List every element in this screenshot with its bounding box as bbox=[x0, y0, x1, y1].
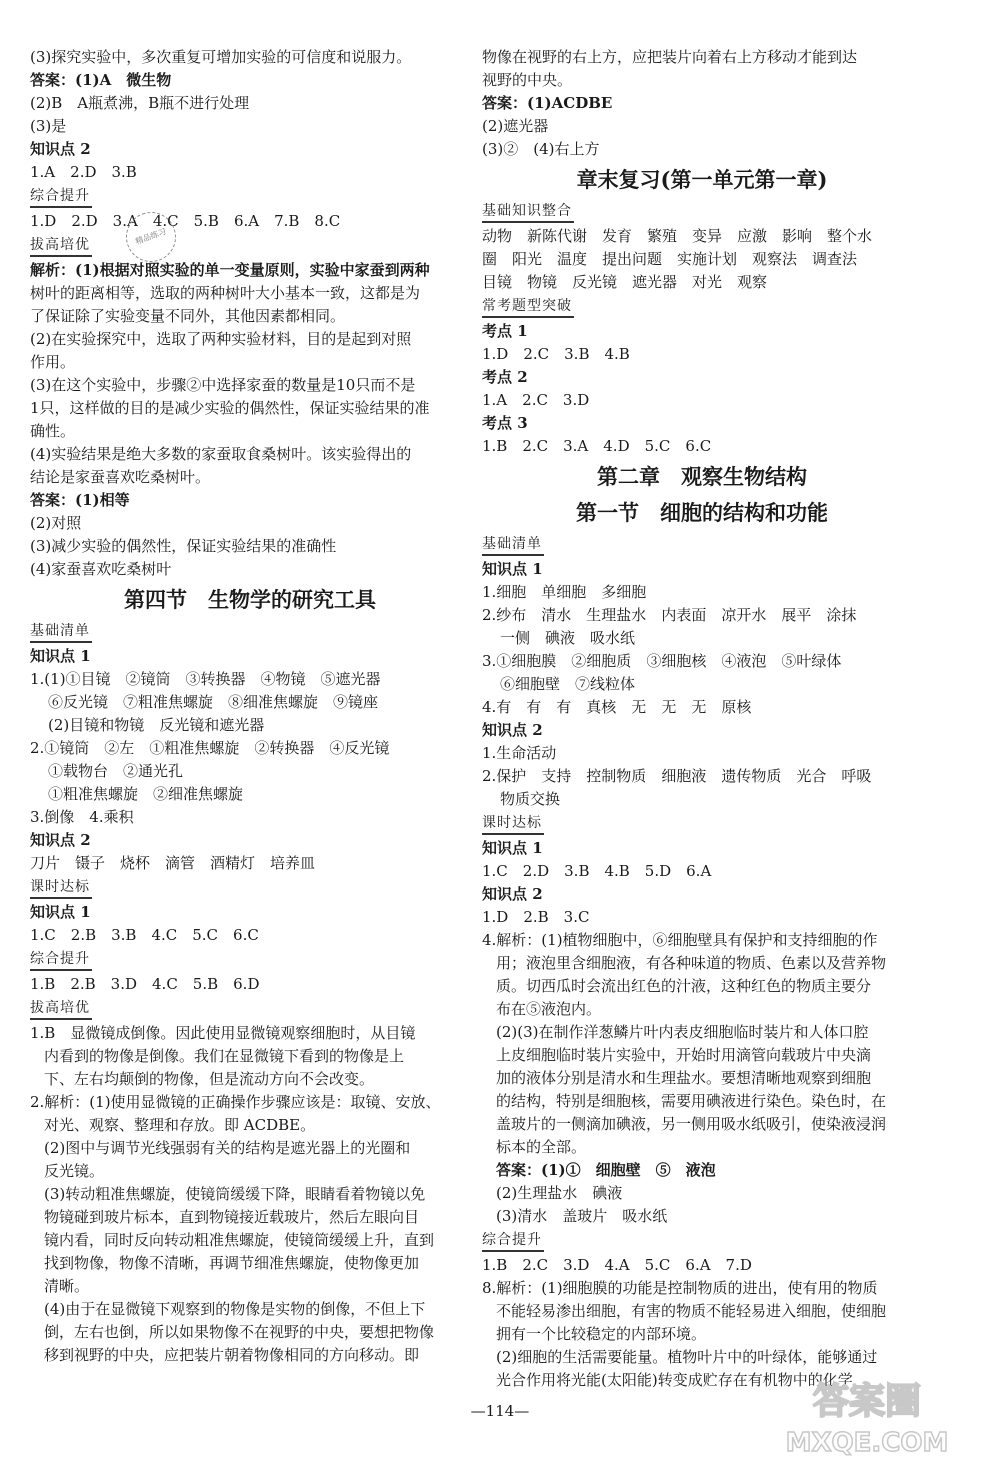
right-text-line: 目镜 物镜 反光镜 遮光器 对光 观察 bbox=[482, 273, 768, 291]
left-text-line: 1.D 2.D 3.A 4.C 5.B 6.A 7.B 8.C bbox=[30, 212, 341, 230]
right-text-line: 4.有 有 有 真核 无 无 无 原核 bbox=[482, 698, 752, 716]
left-text-line: (2)图中与调节光线强弱有关的结构是遮光器上的光圈和 bbox=[44, 1139, 411, 1157]
right-text-line: 物像在视野的右上方，应把装片向着右上方移动才能到达 bbox=[482, 48, 858, 66]
right-text-line: 1.B 2.C 3.A 4.D 5.C 6.C bbox=[482, 437, 712, 455]
right-text-line: ⑥细胞壁 ⑦线粒体 bbox=[500, 675, 636, 693]
right-text-line: 质。切西瓜时会流出红色的汁液，这种红色的物质主要分 bbox=[496, 977, 872, 995]
right-text-line: 2.纱布 清水 生理盐水 内表面 凉开水 展平 涂抹 bbox=[482, 606, 857, 624]
left-text-line: 1.B 2.B 3.D 4.C 5.B 6.D bbox=[30, 975, 260, 993]
right-text-line: 知识点 1 bbox=[482, 839, 543, 857]
right-text-line: (3)② (4)右上方 bbox=[482, 140, 600, 158]
section-header-label: 综合提升 bbox=[482, 1231, 544, 1252]
right-text-line: 圈 阳光 温度 提出问题 实施计划 观察法 调查法 bbox=[482, 250, 858, 268]
left-text-line: 1只，这样做的目的是减少实验的偶然性，保证实验结果的准 bbox=[30, 399, 430, 417]
left-text-line: 确性。 bbox=[30, 422, 76, 440]
right-text-line: 视野的中央。 bbox=[482, 71, 573, 89]
left-text-line: (3)减少实验的偶然性，保证实验结果的准确性 bbox=[30, 537, 337, 555]
left-text-line: 结论是家蚕喜欢吃桑树叶。 bbox=[30, 468, 211, 486]
left-text-line: (3)在这个实验中，步骤②中选择家蚕的数量是10只而不是 bbox=[30, 376, 416, 394]
watermark-url-text: MXQE.COM bbox=[785, 1428, 949, 1458]
right-text-line: 1.B 2.C 3.D 4.A 5.C 6.A 7.D bbox=[482, 1256, 752, 1274]
section-title: 第四节 生物学的研究工具 bbox=[124, 587, 376, 612]
section-title: 章末复习(第一单元第一章) bbox=[576, 167, 828, 192]
right-text-line: 上皮细胞临时装片实验中，开始时用滴管向载玻片中央滴 bbox=[496, 1046, 872, 1064]
section-header-label: 常考题型突破 bbox=[482, 297, 574, 318]
right-text-line: 1.D 2.B 3.C bbox=[482, 908, 590, 926]
left-text-line: 知识点 2 bbox=[30, 831, 91, 849]
right-text-line: 1.细胞 单细胞 多细胞 bbox=[482, 583, 647, 601]
left-text-line: 镜内看，同时反向转动粗准焦螺旋，使镜筒缓缓上升，直到 bbox=[44, 1231, 435, 1249]
right-text-line: 1.D 2.C 3.B 4.B bbox=[482, 345, 630, 363]
left-text-line: 1.C 2.B 3.B 4.C 5.C 6.C bbox=[30, 926, 259, 944]
left-text-line: 下、左右均颠倒的物像，但是流动方向不会改变。 bbox=[44, 1070, 375, 1088]
left-text-line: 1.B 显微镜成倒像。因此使用显微镜观察细胞时，从目镜 bbox=[30, 1024, 416, 1042]
left-text-line: ⑥反光镜 ⑦粗准焦螺旋 ⑧细准焦螺旋 ⑨镜座 bbox=[48, 693, 379, 711]
right-text-line: 3.①细胞膜 ②细胞质 ③细胞核 ④液泡 ⑤叶绿体 bbox=[482, 652, 842, 670]
page-number: —114— bbox=[470, 1402, 530, 1420]
left-text-line: 刀片 镊子 烧杯 滴管 酒精灯 培养皿 bbox=[30, 854, 316, 872]
left-text-line: ①粗准焦螺旋 ②细准焦螺旋 bbox=[48, 785, 244, 803]
left-text-line: 反光镜。 bbox=[44, 1162, 105, 1180]
right-text-line: 答案：(1)ACDBE bbox=[482, 94, 613, 112]
left-text-line: 作用。 bbox=[30, 353, 76, 371]
left-text-line: 答案：(1)相等 bbox=[30, 491, 130, 509]
right-text-line: 的结构，特别是细胞核，需要用碘液进行染色。染色时，在 bbox=[496, 1092, 887, 1110]
left-text-line: 1.A 2.D 3.B bbox=[30, 163, 137, 181]
right-text-line: 盖玻片的一侧滴加碘液，另一侧用吸水纸吸引，使染液浸润 bbox=[496, 1115, 887, 1133]
right-text-line: 答案：(1)① 细胞壁 ⑤ 液泡 bbox=[496, 1161, 716, 1179]
right-text-line: (2)(3)在制作洋葱鳞片叶内表皮细胞临时装片和人体口腔 bbox=[496, 1023, 869, 1041]
left-text-line: 答案：(1)A 微生物 bbox=[30, 71, 172, 89]
section-header-label: 基础知识整合 bbox=[482, 202, 574, 223]
right-text-line: 动物 新陈代谢 发育 繁殖 变异 应激 影响 整个水 bbox=[482, 227, 873, 245]
right-text-line: 知识点 2 bbox=[482, 721, 543, 739]
left-text-line: 解析：(1)根据对照实验的单一变量原则，实验中家蚕到两种 bbox=[30, 261, 430, 279]
left-text-line: 了保证除了实验变量不同外，其他因素都相同。 bbox=[30, 307, 346, 325]
right-text-line: 物质交换 bbox=[500, 790, 561, 808]
section-title: 第二章 观察生物结构 bbox=[597, 464, 807, 489]
left-text-line: (2)在实验探究中，选取了两种实验材料，目的是起到对照 bbox=[30, 330, 412, 348]
section-title: 第一节 细胞的结构和功能 bbox=[576, 500, 828, 525]
section-header-label: 综合提升 bbox=[30, 187, 92, 208]
left-text-line: 物镜碰到玻片标本，直到物镜接近载玻片，然后左眼向目 bbox=[44, 1208, 420, 1226]
right-text-line: (3)清水 盖玻片 吸水纸 bbox=[496, 1207, 668, 1225]
watermark-logo-text: 答案圈 bbox=[812, 1381, 922, 1422]
stamp-mark: 精品练习 bbox=[119, 205, 183, 269]
left-text-line: 知识点 2 bbox=[30, 140, 91, 158]
left-text-line: (3)探究实验中，多次重复可增加实验的可信度和说服力。 bbox=[30, 48, 412, 66]
section-header-label: 综合提升 bbox=[30, 950, 92, 971]
left-text-line: (3)是 bbox=[30, 117, 67, 135]
left-text-line: 知识点 1 bbox=[30, 647, 91, 665]
left-column bbox=[30, 46, 470, 1367]
right-text-line: (2)生理盐水 碘液 bbox=[496, 1184, 623, 1202]
right-text-line: 知识点 1 bbox=[482, 560, 543, 578]
right-text-line: 考点 1 bbox=[482, 322, 528, 340]
left-text-line: 找到物像，物像不清晰，再调节细准焦螺旋，使物像更加 bbox=[44, 1254, 420, 1272]
right-column bbox=[482, 46, 922, 1392]
section-header-label: 基础清单 bbox=[30, 622, 92, 643]
left-text-line: 内看到的物像是倒像。我们在显微镜下看到的物像是上 bbox=[44, 1047, 405, 1065]
left-text-line: (3)转动粗准焦螺旋，使镜筒缓缓下降，眼睛看着物镜以免 bbox=[44, 1185, 426, 1203]
right-text-line: 用；液泡里含细胞液，有各种味道的物质、色素以及营养物 bbox=[496, 954, 887, 972]
left-text-line: 清晰。 bbox=[44, 1277, 90, 1295]
right-text-line: 8.解析：(1)细胞膜的功能是控制物质的进出，使有用的物质 bbox=[482, 1279, 878, 1297]
left-text-line: 1.(1)①目镜 ②镜筒 ③转换器 ④物镜 ⑤遮光器 bbox=[30, 670, 381, 688]
watermark-logo bbox=[762, 1369, 972, 1459]
left-text-line: 树叶的距离相等，选取的两种树叶大小基本一致，这都是为 bbox=[30, 284, 421, 302]
section-header-label: 课时达标 bbox=[30, 878, 92, 899]
right-text-line: 1.C 2.D 3.B 4.B 5.D 6.A bbox=[482, 862, 712, 880]
section-header-label: 拔高培优 bbox=[30, 999, 92, 1020]
section-header-label: 基础清单 bbox=[482, 535, 544, 556]
right-text-line: 拥有一个比较稳定的内部环境。 bbox=[496, 1325, 707, 1343]
right-text-line: 2.保护 支持 控制物质 细胞液 遗传物质 光合 呼吸 bbox=[482, 767, 872, 785]
right-text-line: 标本的全部。 bbox=[496, 1138, 587, 1156]
right-text-line: (2)细胞的生活需要能量。植物叶片中的叶绿体，能够通过 bbox=[496, 1348, 878, 1366]
right-text-line: 考点 3 bbox=[482, 414, 528, 432]
left-text-line: 倒，左右也倒，所以如果物像不在视野的中央，要想把物像 bbox=[44, 1323, 435, 1341]
section-header-label: 拔高培优 bbox=[30, 236, 92, 257]
left-text-line: (2)B A瓶煮沸，B瓶不进行处理 bbox=[30, 94, 250, 112]
left-text-line: 2.①镜筒 ②左 ①粗准焦螺旋 ②转换器 ④反光镜 bbox=[30, 739, 390, 757]
right-text-line: 1.生命活动 bbox=[482, 744, 557, 762]
left-text-line: 知识点 1 bbox=[30, 903, 91, 921]
left-text-line: ①载物台 ②通光孔 bbox=[48, 762, 184, 780]
section-header-label: 课时达标 bbox=[482, 814, 544, 835]
left-text-line: (2)目镜和物镜 反光镜和遮光器 bbox=[48, 716, 265, 734]
right-text-line: 光合作用将光能(太阳能)转变成贮存在有机物中的化学 bbox=[496, 1371, 853, 1389]
left-text-line: 移到视野的中央，应把装片朝着物像相同的方向移动。即 bbox=[44, 1346, 420, 1364]
left-text-line: (4)由于在显微镜下观察到的物像是实物的倒像，不但上下 bbox=[44, 1300, 426, 1318]
right-text-line: 考点 2 bbox=[482, 368, 528, 386]
left-text-line: 3.倒像 4.乘积 bbox=[30, 808, 134, 826]
left-text-line: 对光、观察、整理和存放。即 ACDBE。 bbox=[44, 1116, 316, 1134]
right-text-line: 一侧 碘液 吸水纸 bbox=[500, 629, 636, 647]
right-text-line: 加的液体分别是清水和生理盐水。要想清晰地观察到细胞 bbox=[496, 1069, 872, 1087]
left-text-line: 2.解析：(1)使用显微镜的正确操作步骤应该是：取镜、安放、 bbox=[30, 1093, 441, 1111]
right-text-line: 4.解析：(1)植物细胞中，⑥细胞壁具有保护和支持细胞的作 bbox=[482, 931, 878, 949]
left-text-line: (2)对照 bbox=[30, 514, 82, 532]
right-text-line: (2)遮光器 bbox=[482, 117, 549, 135]
left-text-line: (4)家蚕喜欢吃桑树叶 bbox=[30, 560, 172, 578]
right-text-line: 知识点 2 bbox=[482, 885, 543, 903]
right-text-line: 1.A 2.C 3.D bbox=[482, 391, 590, 409]
right-text-line: 布在⑤液泡内。 bbox=[496, 1000, 602, 1018]
left-text-line: (4)实验结果是绝大多数的家蚕取食桑树叶。该实验得出的 bbox=[30, 445, 412, 463]
right-text-line: 不能轻易渗出细胞，有害的物质不能轻易进入细胞，使细胞 bbox=[496, 1302, 887, 1320]
